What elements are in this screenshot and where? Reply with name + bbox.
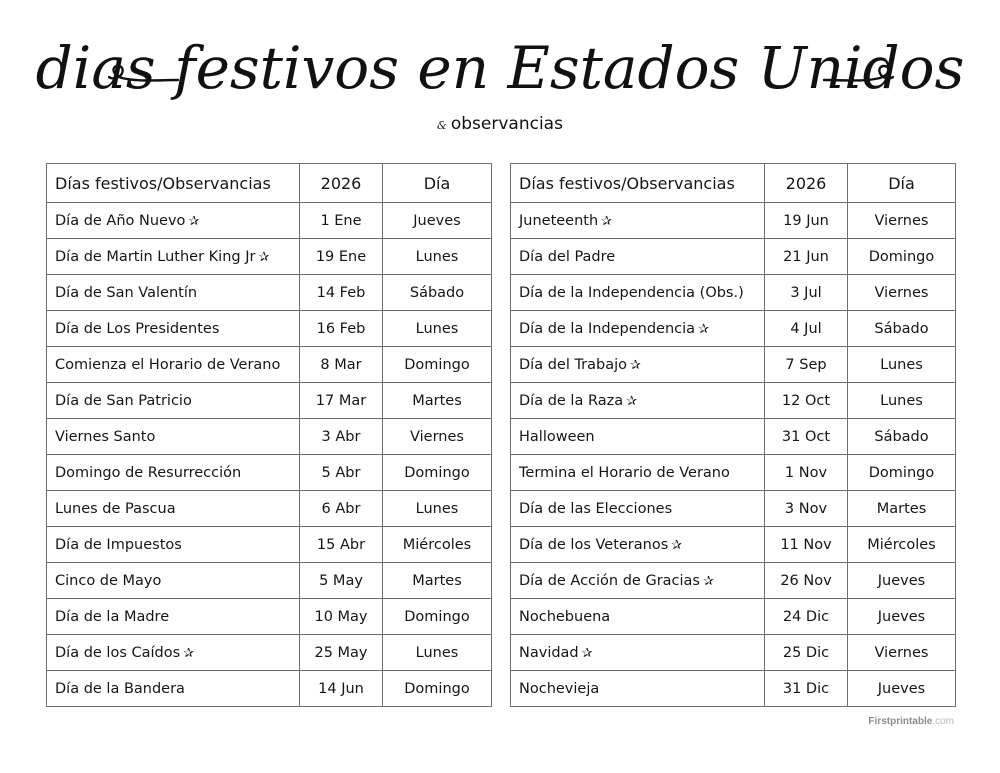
table-row <box>47 275 492 311</box>
holiday-name: Nochebuena <box>519 608 611 625</box>
star-icon: ✰ <box>581 645 593 661</box>
star-icon: ✰ <box>671 537 683 553</box>
column-header-year: 2026 <box>300 164 383 203</box>
table-row <box>511 527 956 563</box>
holiday-name: Día de Año Nuevo <box>55 212 186 229</box>
holiday-date: 17 Mar <box>300 383 383 419</box>
holiday-date: 26 Nov <box>765 563 848 599</box>
holiday-weekday: Domingo <box>848 455 956 491</box>
holiday-weekday: Domingo <box>383 347 492 383</box>
holiday-name: Día de los Veteranos <box>519 536 669 553</box>
holiday-name-cell <box>511 635 765 671</box>
holiday-name-cell <box>511 599 765 635</box>
holiday-name: Día de Acción de Gracias <box>519 572 700 589</box>
holiday-name-cell <box>511 671 765 707</box>
holiday-date: 10 May <box>300 599 383 635</box>
holiday-name: Día de Los Presidentes <box>55 320 220 337</box>
holiday-date: 3 Abr <box>300 419 383 455</box>
holiday-weekday: Martes <box>383 563 492 599</box>
holiday-name: Cinco de Mayo <box>55 572 162 589</box>
holiday-date: 25 May <box>300 635 383 671</box>
holiday-name: Día de Impuestos <box>55 536 182 553</box>
holiday-weekday: Domingo <box>383 671 492 707</box>
holiday-name-cell <box>511 419 765 455</box>
star-icon: ✰ <box>630 357 641 373</box>
holiday-name: Lunes de Pascua <box>55 500 176 517</box>
holiday-name-cell <box>511 275 765 311</box>
holiday-date: 1 Ene <box>300 203 383 239</box>
holiday-name: Domingo de Resurrección <box>55 464 242 481</box>
holiday-name: Halloween <box>519 428 595 445</box>
holiday-name: Día de la Independencia (Obs.) <box>519 284 744 301</box>
holiday-name: Día de San Valentín <box>55 284 198 301</box>
star-icon: ✰ <box>703 573 714 589</box>
holiday-weekday: Viernes <box>848 275 956 311</box>
holiday-date: 5 Abr <box>300 455 383 491</box>
holiday-name: Comienza el Horario de Verano <box>55 356 281 373</box>
holiday-date: 6 Abr <box>300 491 383 527</box>
holiday-name: Día de la Independencia <box>519 320 696 337</box>
table-row <box>47 635 492 671</box>
table-row <box>47 347 492 383</box>
holiday-name-cell <box>47 455 300 491</box>
holiday-weekday: Martes <box>848 491 956 527</box>
holiday-weekday: Miércoles <box>848 527 956 563</box>
table-row <box>511 419 956 455</box>
holiday-date: 21 Jun <box>765 239 848 275</box>
table-row <box>47 599 492 635</box>
holiday-date: 5 May <box>300 563 383 599</box>
holiday-date: 12 Oct <box>765 383 848 419</box>
page-title: dias festivos en Estados Unidos <box>35 34 965 102</box>
holiday-weekday: Lunes <box>383 239 492 275</box>
holiday-weekday: Sábado <box>848 419 956 455</box>
holiday-name-cell <box>511 455 765 491</box>
holiday-date: 19 Jun <box>765 203 848 239</box>
holiday-name-cell <box>47 563 300 599</box>
holiday-name: Día de los Caídos <box>55 644 181 661</box>
holiday-date: 4 Jul <box>765 311 848 347</box>
holiday-name-cell <box>47 311 300 347</box>
holiday-name-cell <box>47 383 300 419</box>
holiday-date: 14 Feb <box>300 275 383 311</box>
holiday-weekday: Jueves <box>848 599 956 635</box>
table-row <box>511 671 956 707</box>
holiday-name: Día de las Elecciones <box>519 500 673 517</box>
holiday-date: 3 Nov <box>765 491 848 527</box>
table-row <box>511 491 956 527</box>
holiday-weekday: Lunes <box>848 383 956 419</box>
star-icon: ✰ <box>183 645 195 661</box>
table-row <box>47 491 492 527</box>
holiday-date: 7 Sep <box>765 347 848 383</box>
page-subtitle <box>0 112 1000 138</box>
holiday-weekday: Viernes <box>848 203 956 239</box>
holiday-date: 16 Feb <box>300 311 383 347</box>
holiday-name-cell <box>47 419 300 455</box>
table-row <box>511 563 956 599</box>
column-header-holiday: Días festivos/Observancias <box>47 164 300 203</box>
holiday-weekday: Lunes <box>848 347 956 383</box>
page-header <box>0 0 1000 150</box>
holiday-name: Juneteenth <box>519 212 599 229</box>
holiday-date: 19 Ene <box>300 239 383 275</box>
holiday-date: 25 Dic <box>765 635 848 671</box>
brand-name: Firstprintable <box>868 716 933 727</box>
table-row <box>47 239 492 275</box>
holiday-weekday: Jueves <box>848 671 956 707</box>
holiday-weekday: Jueves <box>383 203 492 239</box>
holiday-date: 1 Nov <box>765 455 848 491</box>
table-row <box>511 239 956 275</box>
holiday-name-cell <box>47 491 300 527</box>
holiday-date: 14 Jun <box>300 671 383 707</box>
table-row <box>511 455 956 491</box>
holiday-weekday: Lunes <box>383 311 492 347</box>
holiday-date: 31 Oct <box>765 419 848 455</box>
holiday-name: Día de la Bandera <box>55 680 185 697</box>
holiday-name: Día del Padre <box>519 248 616 265</box>
column-header-year: 2026 <box>765 164 848 203</box>
table-row <box>511 275 956 311</box>
holiday-name-cell <box>511 563 765 599</box>
holiday-name: Termina el Horario de Verano <box>519 464 730 481</box>
holiday-name-cell <box>511 383 765 419</box>
holiday-name-cell <box>511 239 765 275</box>
holiday-name-cell <box>47 599 300 635</box>
table-header-row <box>511 164 956 203</box>
holiday-name: Día de San Patricio <box>55 392 192 409</box>
table-row <box>511 347 956 383</box>
holiday-name-cell <box>47 527 300 563</box>
holiday-name: Día de Martin Luther King Jr <box>55 248 256 265</box>
holiday-name: Día de la Raza <box>519 392 624 409</box>
table-row <box>511 635 956 671</box>
table-row <box>47 671 492 707</box>
holiday-weekday: Viernes <box>848 635 956 671</box>
column-header-holiday: Días festivos/Observancias <box>511 164 765 203</box>
holiday-name: Navidad <box>519 644 579 661</box>
holiday-weekday: Viernes <box>383 419 492 455</box>
holiday-name-cell <box>47 275 300 311</box>
holiday-name: Viernes Santo <box>55 428 156 445</box>
table-row <box>47 527 492 563</box>
holiday-name-cell <box>47 671 300 707</box>
holiday-name: Día de la Madre <box>55 608 170 625</box>
column-header-day: Día <box>383 164 492 203</box>
subtitle-text: observancias <box>450 114 563 134</box>
star-icon: ✰ <box>188 213 200 229</box>
table-row <box>511 383 956 419</box>
holiday-weekday: Lunes <box>383 635 492 671</box>
holiday-name-cell <box>47 239 300 275</box>
holiday-name-cell <box>511 527 765 563</box>
holiday-weekday: Lunes <box>383 491 492 527</box>
holiday-name-cell <box>47 347 300 383</box>
table-header-row <box>47 164 492 203</box>
holiday-weekday: Sábado <box>383 275 492 311</box>
holiday-date: 3 Jul <box>765 275 848 311</box>
holiday-weekday: Martes <box>383 383 492 419</box>
subtitle-ampersand: & <box>437 119 447 132</box>
table-row <box>47 419 492 455</box>
holiday-name: Día del Trabajo <box>519 356 628 373</box>
table-row <box>47 455 492 491</box>
holiday-date: 11 Nov <box>765 527 848 563</box>
column-header-day: Día <box>848 164 956 203</box>
holidays-table-left <box>46 163 492 707</box>
holiday-name-cell <box>511 203 765 239</box>
star-icon: ✰ <box>698 321 709 337</box>
table-row <box>511 311 956 347</box>
holiday-weekday: Domingo <box>383 455 492 491</box>
table-row <box>47 311 492 347</box>
star-icon: ✰ <box>626 393 637 409</box>
holiday-date: 8 Mar <box>300 347 383 383</box>
star-icon: ✰ <box>258 249 270 265</box>
star-icon: ✰ <box>601 213 613 229</box>
holiday-weekday: Sábado <box>848 311 956 347</box>
holiday-name-cell <box>47 203 300 239</box>
holiday-name-cell <box>47 635 300 671</box>
brand-watermark <box>868 716 954 727</box>
table-row <box>47 563 492 599</box>
holiday-weekday: Miércoles <box>383 527 492 563</box>
brand-tld: .com <box>932 716 954 727</box>
holiday-weekday: Domingo <box>848 239 956 275</box>
holidays-table-right <box>510 163 956 707</box>
holiday-name: Nochevieja <box>519 680 600 697</box>
table-row <box>47 383 492 419</box>
table-row <box>511 203 956 239</box>
holiday-weekday: Domingo <box>383 599 492 635</box>
table-row <box>47 203 492 239</box>
holiday-date: 15 Abr <box>300 527 383 563</box>
holiday-date: 24 Dic <box>765 599 848 635</box>
holiday-weekday: Jueves <box>848 563 956 599</box>
holiday-name-cell <box>511 347 765 383</box>
holiday-date: 31 Dic <box>765 671 848 707</box>
holiday-name-cell <box>511 311 765 347</box>
table-row <box>511 599 956 635</box>
right-swash-ornament <box>822 60 894 96</box>
holiday-name-cell <box>511 491 765 527</box>
